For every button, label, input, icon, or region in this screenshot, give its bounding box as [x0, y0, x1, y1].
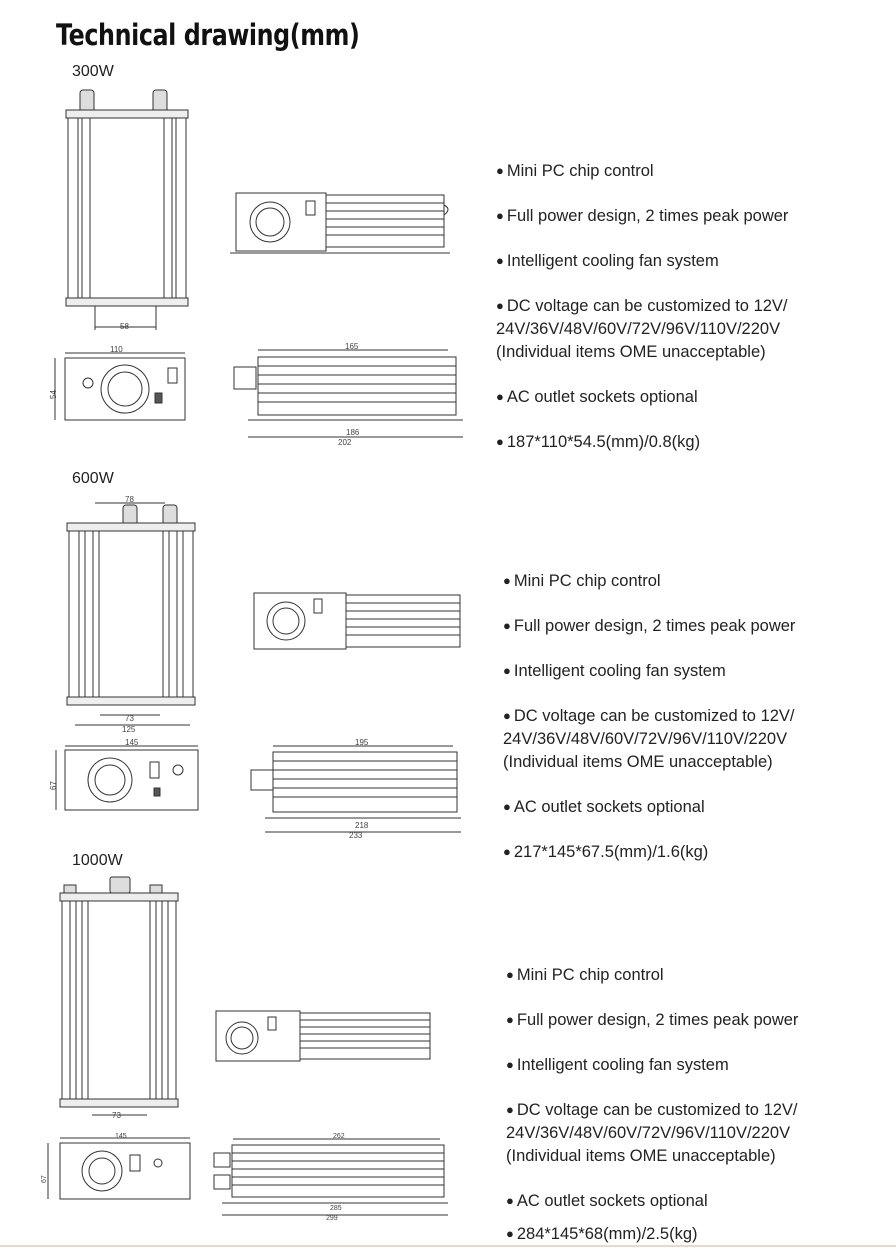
bullet-dot-icon: ● — [506, 1057, 514, 1072]
end-view-drawing-1000w — [212, 1005, 437, 1067]
dim-side-total-1000w: 299 — [326, 1215, 338, 1222]
dim-front-width-300w: 110 — [110, 345, 123, 354]
section-label-1000w: 1000W — [72, 852, 123, 869]
dim-side-length-300w: 165 — [345, 342, 359, 351]
spec-item: ● Mini PC chip control — [496, 162, 654, 180]
dim-top-width-1000w: 73 — [112, 1111, 121, 1120]
bottom-divider — [0, 1245, 896, 1247]
bullet-dot-icon: ● — [506, 1226, 514, 1241]
spec-item-dimensions: ● 187*110*54.5(mm)/0.8(kg) — [496, 433, 701, 451]
bullet-dot-icon: ● — [503, 663, 511, 678]
bullet-dot-icon: ● — [496, 253, 504, 268]
dim-side-body-300w: 186 — [346, 428, 360, 437]
side-view-drawing-1000w — [208, 1133, 458, 1221]
dim-front-height-300w: 54 — [49, 390, 58, 399]
bullet-dot-icon: ● — [496, 434, 504, 449]
spec-item: ● Full power design, 2 times peak power — [506, 1011, 799, 1029]
top-view-drawing-1000w — [52, 875, 192, 1120]
bullet-dot-icon: ● — [506, 1102, 514, 1117]
dim-front-height-600w: 67 — [49, 781, 58, 790]
bullet-dot-icon: ● — [496, 163, 504, 178]
spec-item: ● Mini PC chip control — [506, 966, 664, 984]
bullet-dot-icon: ● — [496, 298, 504, 313]
bullet-dot-icon: ● — [503, 799, 511, 814]
dim-side-length-1000w: 262 — [333, 1133, 345, 1140]
side-view-drawing-600w — [245, 738, 470, 840]
section-label-300w: 300W — [72, 63, 114, 80]
front-view-drawing-600w — [50, 738, 210, 818]
bullet-dot-icon: ● — [503, 844, 511, 859]
spec-item: ● Intelligent cooling fan system — [506, 1056, 729, 1074]
top-view-drawing-300w — [60, 85, 195, 335]
spec-item: ● Intelligent cooling fan system — [503, 662, 726, 680]
dim-side-body-600w: 218 — [355, 821, 369, 830]
spec-list-600w — [503, 570, 795, 864]
end-view-drawing-300w — [228, 185, 458, 260]
spec-item: ● Mini PC chip control — [503, 572, 661, 590]
spec-item: ● DC voltage can be customized to 12V/ 24V/36V/48V/60V/72V/96V/110V/220V (Individual items OME unacceptable) — [506, 1101, 798, 1165]
bullet-dot-icon: ● — [503, 618, 511, 633]
bullet-dot-icon: ● — [503, 573, 511, 588]
front-view-drawing-300w — [50, 343, 200, 443]
dim-side-body-1000w: 285 — [330, 1205, 342, 1212]
dim-side-total-600w: 233 — [349, 831, 363, 840]
dim-side-length-600w: 195 — [355, 738, 369, 747]
end-view-drawing-600w — [248, 585, 468, 655]
spec-item-dimensions: ● 217*145*67.5(mm)/1.6(kg) — [503, 843, 709, 861]
dim-top-terminal-600w: 78 — [125, 495, 134, 504]
spec-list-300w — [496, 160, 788, 454]
spec-item: ● DC voltage can be customized to 12V/ 24V/36V/48V/60V/72V/96V/110V/220V (Individual items OME unacceptable) — [496, 297, 788, 361]
section-label-600w: 600W — [72, 470, 114, 487]
dim-top-total-600w: 125 — [122, 725, 136, 734]
dim-front-height-1000w: 67 — [41, 1175, 48, 1183]
bullet-dot-icon: ● — [506, 1193, 514, 1208]
dim-front-width-1000w: 145 — [115, 1133, 127, 1140]
spec-item: ● DC voltage can be customized to 12V/ 24V/36V/48V/60V/72V/96V/110V/220V (Individual items OME unacceptable) — [503, 707, 795, 771]
bullet-dot-icon: ● — [506, 967, 514, 982]
spec-item: ● AC outlet sockets optional — [506, 1192, 708, 1210]
bullet-dot-icon: ● — [506, 1012, 514, 1027]
dim-top-width-300w: 58 — [120, 322, 129, 331]
bullet-dot-icon: ● — [496, 208, 504, 223]
spec-item: ● Full power design, 2 times peak power — [496, 207, 789, 225]
front-view-drawing-1000w — [40, 1133, 205, 1205]
dim-front-width-600w: 145 — [125, 738, 139, 747]
bullet-dot-icon: ● — [496, 389, 504, 404]
page-title: Technical drawing(mm) — [56, 18, 360, 52]
spec-item: ● Full power design, 2 times peak power — [503, 617, 796, 635]
dim-top-width-600w: 73 — [125, 714, 134, 723]
spec-item: ● Intelligent cooling fan system — [496, 252, 719, 270]
side-view-drawing-300w — [228, 342, 468, 447]
top-view-drawing-600w — [55, 493, 205, 733]
bullet-dot-icon: ● — [503, 708, 511, 723]
spec-item: ● AC outlet sockets optional — [496, 388, 698, 406]
dim-side-total-300w: 202 — [338, 438, 352, 447]
spec-item: ● AC outlet sockets optional — [503, 798, 705, 816]
spec-item-dimensions: ● 284*145*68(mm)/2.5(kg) — [506, 1225, 698, 1243]
spec-list-1000w — [506, 964, 798, 1246]
